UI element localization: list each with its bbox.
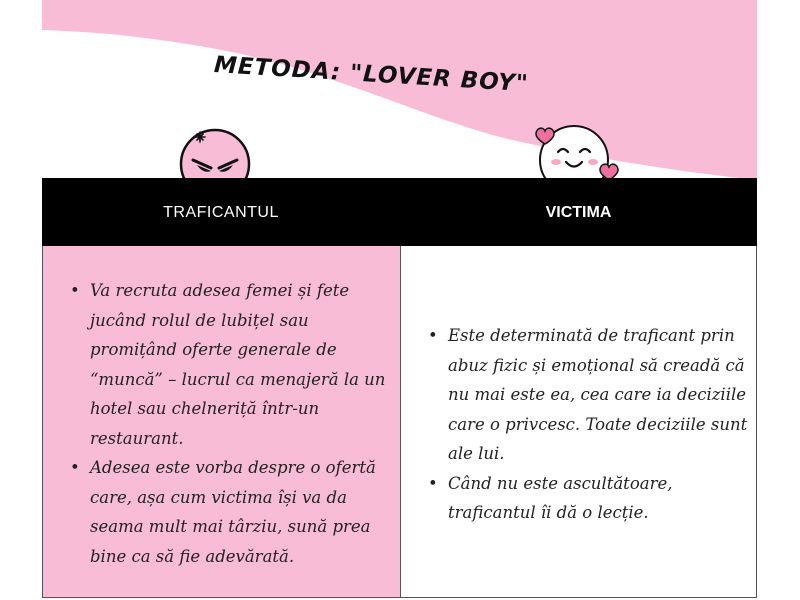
victima-heading: VICTIMA <box>545 204 612 221</box>
infographic-page <box>42 0 757 600</box>
bullet-item: • Când nu este ascultătoare, traficantul îi dă o lecție. <box>448 469 748 528</box>
victima-panel <box>400 246 757 598</box>
victima-bullet-list <box>448 321 748 528</box>
column-header-bar <box>42 178 757 246</box>
bullet-item: • Este determinată de traficant prin abuz fizic și emoțional să creadă că nu mai este ea, cea care ia deciziile care o privcesc. Toate deciziile sunt ale lui. <box>448 321 748 469</box>
pink-wave-background <box>42 0 757 180</box>
traficantul-bullet-list <box>90 276 390 571</box>
bullet-item: • Adesea este vorba despre o ofertă care, așa cum victima își va da seama mult mai târziu, sună prea bine ca să fie adevărată. <box>90 453 390 571</box>
bullet-item: • Va recruta adesea femei și fete jucând rolul de lubițel sau promițând oferte generale de “muncă” – lucrul ca menajeră la un hotel sau chelneriță într-un restaurant. <box>90 276 390 453</box>
page-title: METODA: "LOVER BOY" <box>213 52 530 98</box>
traficantul-panel <box>42 246 400 598</box>
traficantul-heading: TRAFICANTUL <box>163 204 279 221</box>
